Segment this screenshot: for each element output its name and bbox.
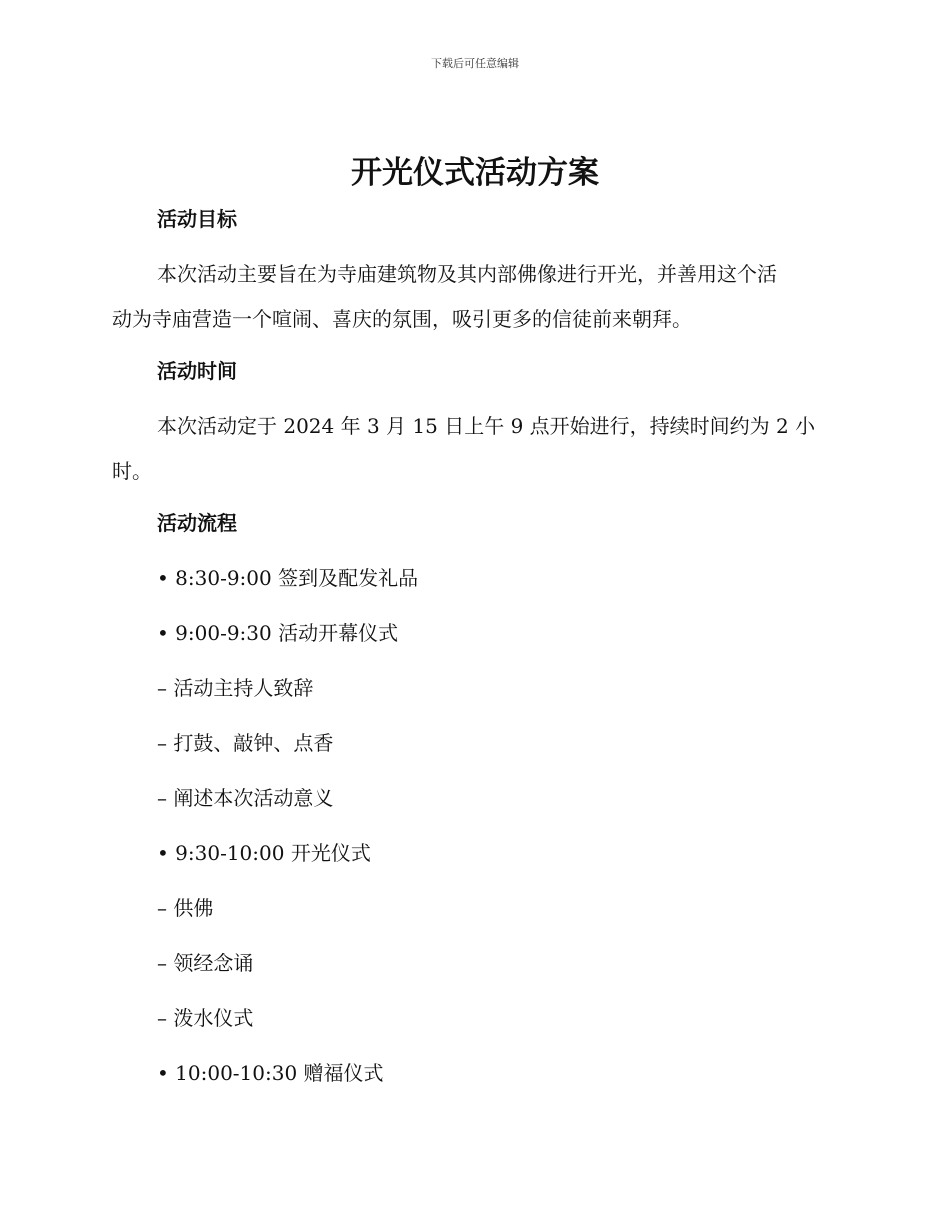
section-heading-process: 活动流程 xyxy=(157,511,237,535)
list-item: – 供佛 xyxy=(157,896,214,920)
list-item: • 9:30-10:00 开光仪式 xyxy=(157,841,371,865)
header-note: 下载后可任意编辑 xyxy=(431,57,519,70)
section-heading-time: 活动时间 xyxy=(157,359,237,383)
document-title: 开光仪式活动方案 xyxy=(351,155,599,191)
section-heading-goal: 活动目标 xyxy=(157,207,237,231)
list-item: – 阐述本次活动意义 xyxy=(157,786,334,810)
goal-paragraph-line-1: 本次活动主要旨在为寺庙建筑物及其内部佛像进行开光，并善用这个活 xyxy=(157,262,777,286)
list-item: – 泼水仪式 xyxy=(157,1006,254,1030)
list-item: – 活动主持人致辞 xyxy=(157,676,314,700)
time-paragraph-line-1: 本次活动定于 2024 年 3 月 15 日上午 9 点开始进行，持续时间约为 2 小 xyxy=(157,414,816,438)
list-item: • 9:00-9:30 活动开幕仪式 xyxy=(157,621,399,645)
time-paragraph-line-2: 时。 xyxy=(112,459,152,483)
list-item: • 8:30-9:00 签到及配发礼品 xyxy=(157,566,419,590)
list-item: • 10:00-10:30 赠福仪式 xyxy=(157,1061,384,1085)
goal-paragraph-line-2: 动为寺庙营造一个喧闹、喜庆的氛围，吸引更多的信徒前来朝拜。 xyxy=(112,307,692,331)
list-item: – 打鼓、敲钟、点香 xyxy=(157,731,334,755)
list-item: – 领经念诵 xyxy=(157,951,254,975)
